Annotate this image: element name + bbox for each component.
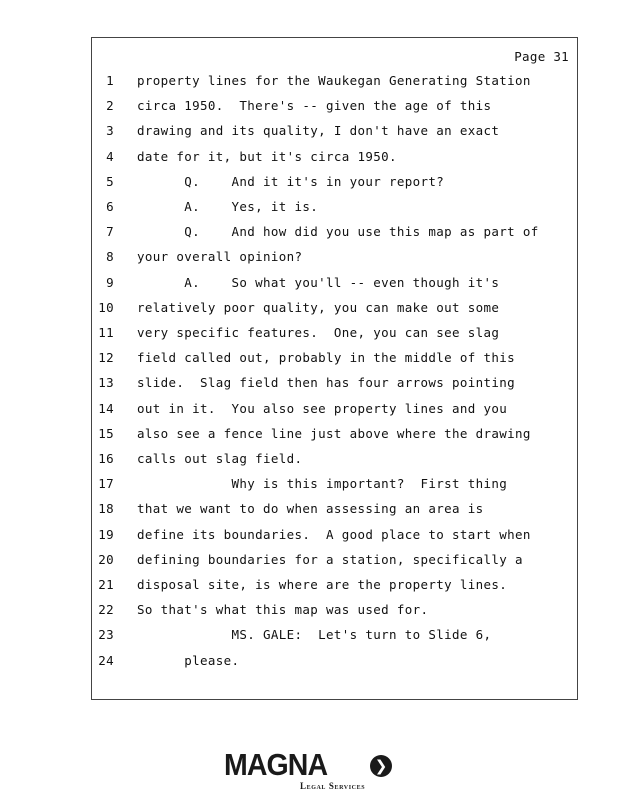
line-text: relatively poor quality, you can make out some [137,299,500,315]
line-text: slide. Slag field then has four arrows pointing [137,375,516,391]
line-text: circa 1950. There's -- given the age of this [137,98,492,114]
line-number: 17 [98,476,114,492]
magna-logo [224,748,399,794]
line-text: very specific features. One, you can see slag [137,325,500,340]
line-text: So that's what this map was used for. [137,602,429,618]
line-text: Why is this important? First thing [137,476,508,492]
line-text: Q. And how did you use this map as part of [137,224,539,240]
line-text: defining boundaries for a station, specifically a [137,551,523,567]
line-text: drawing and its quality, I don't have an exact [137,123,500,139]
line-text: A. Yes, it is. [137,199,319,214]
line-text: also see a fence line just above where the drawing [137,425,531,441]
logo-subtitle: Legal Services [300,781,366,791]
line-number: 14 [98,400,114,416]
line-number: 24 [98,652,114,668]
line-number: 1 [106,73,114,88]
line-number: 7 [106,224,114,240]
line-text: disposal site, is where are the property lines. [137,577,508,592]
line-number: 15 [98,425,114,441]
line-number: 12 [98,350,114,366]
line-text: define its boundaries. A good place to start when [137,526,531,542]
line-number: 4 [106,148,114,164]
line-number: 9 [106,274,114,290]
line-text: calls out slag field. [137,451,303,466]
line-number: 2 [106,98,114,114]
line-text: MS. GALE: Let's turn to Slide 6, [137,627,492,643]
line-number: 10 [98,299,114,315]
line-text: please. [137,652,240,668]
line-number: 16 [98,451,114,466]
line-text: your overall opinion? [137,249,303,265]
line-text: out in it. You also see property lines and you [137,400,508,416]
line-number: 13 [98,375,114,391]
line-number: 11 [98,325,114,340]
line-text: that we want to do when assessing an area is [137,501,484,517]
line-text: property lines for the Waukegan Generating Station [137,73,531,88]
page-number: Page 31 [514,49,569,64]
line-number: 18 [98,501,114,517]
line-number: 3 [106,123,114,139]
chevron-right-circle-icon: ❯ [370,755,392,777]
line-text: A. So what you'll -- even though it's [137,274,500,290]
line-number: 19 [98,526,114,542]
line-number: 6 [106,199,114,214]
transcript-page [91,37,578,700]
line-number: 8 [106,249,114,265]
line-text: date for it, but it's circa 1950. [137,148,397,164]
line-text: Q. And it it's in your report? [137,173,445,189]
line-number: 5 [106,173,114,189]
line-number: 23 [98,627,114,643]
line-text: field called out, probably in the middle of this [137,350,516,366]
line-number: 21 [98,577,114,592]
line-number: 20 [98,551,114,567]
line-number: 22 [98,602,114,618]
logo-wordmark: MAGNA [224,747,328,782]
